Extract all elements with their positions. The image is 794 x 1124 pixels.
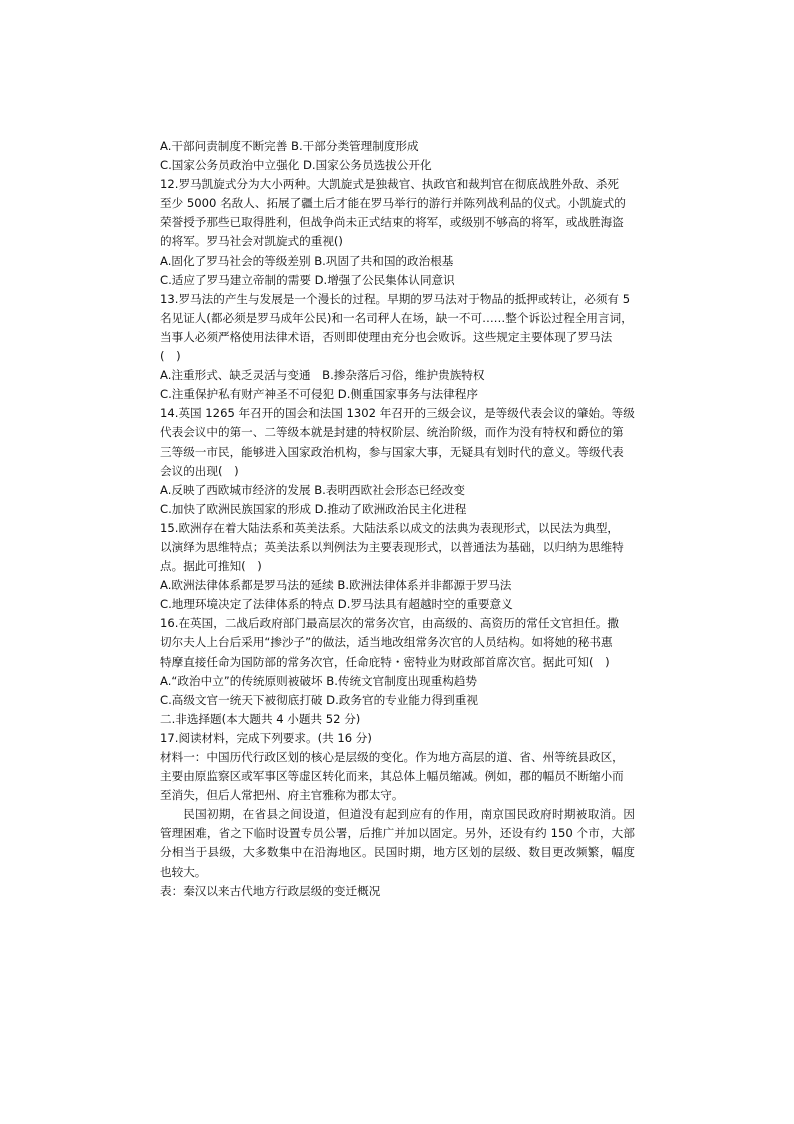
answer-option: A.反映了西欧城市经济的发展 B.表明西欧社会形态已经改变 [160,482,465,497]
material-one-line: 材料一：中国历代行政区划的核心是层级的变化。作为地方高层的道、省、州等统县政区， [160,750,624,764]
text-line: 名见证人(都必须是罗马成年公民)和一名司秤人在场，缺一不可……整个诉讼过程全用言词， [160,310,633,325]
answer-option: A.注重形式、缺乏灵活与变通 B.掺杂落后习俗，维护贵族特权 [160,368,485,383]
text-line: 会议的出现( ) [160,463,239,478]
text-line: 代表会议中的第一、二等级本就是封建的特权阶层、统治阶级，而作为没有特权和爵位的第 [160,425,624,440]
text-line: C.国家公务员政治中立强化 D.国家公务员选拔公开化 [160,158,432,173]
text-line: 以演绎为思维特点；英美法系以判例法为主要表现形式，以普通法为基础，以归纳为思维特 [160,539,624,554]
text-line: 的将军。罗马社会对凯旋式的重视() [160,234,343,249]
question-13-stem: 13.罗马法的产生与发展是一个漫长的过程。早期的罗马法对于物品的抵押或转让，必须有 5 [160,291,631,306]
question-17-stem: 17.阅读材料，完成下列要求。(共 16 分) [160,730,372,745]
text-line: 切尔夫人上台后采用“掺沙子”的做法，适当地改组常务次官的人员结构。如将她的秘书惠 [160,635,613,650]
question-16-stem: 16.在英国，二战后政府部门最高层次的常务次官，由高级的、高资历的常任文官担任。撒 [160,616,620,631]
text-line: ( ) [160,349,181,364]
document-page [160,137,635,901]
question-12-stem: 12.罗马凯旋式分为大小两种。大凯旋式是独裁官、执政官和裁判官在彻底战胜外敌、杀死 [160,177,620,192]
text-line: 主要由原监察区或军事区等虚区转化而来，其总体上幅员缩减。例如，郡的幅员不断缩小而 [160,769,624,784]
text-line: 点。据此可推知( ) [160,559,262,574]
answer-option: A.固化了罗马社会的等级差别 B.巩固了共和国的政治根基 [160,253,454,268]
answer-option: C.适应了罗马建立帝制的需要 D.增强了公民集体认同意识 [160,272,455,287]
text-line: 至消失，但后人常把州、府主官雅称为郡太守。 [160,788,404,803]
answer-option: A.欧洲法律体系都是罗马法的延续 B.欧洲法律体系并非都源于罗马法 [160,578,512,593]
question-15-stem: 15.欧洲存在着大陆法系和英美法系。大陆法系以成文的法典为表现形式，以民法为典型， [160,520,620,535]
answer-option: C.高级文官一统天下被彻底打破 D.政务官的专业能力得到重视 [160,692,478,707]
text-line: 三等级一市民，能够进入国家政治机构，参与国家大事，无疑具有划时代的意义。等级代表 [160,444,624,459]
question-14-stem: 14.英国 1265 年召开的国会和法国 1302 年召开的三级会议，是等级代表会议的肇始。等级 [160,406,635,421]
section-heading: 二.非选择题(本大题共 4 小题共 52 分) [160,711,361,726]
text-line: 至少 5000 名敌人、拓展了疆土后才能在罗马举行的游行并陈列战利品的仪式。小凯旋式的 [160,196,626,211]
text-line: 荣誉授予那些已取得胜利，但战争尚未正式结束的将军，或级别不够高的将军，或战胜海盗 [160,215,624,230]
answer-option: C.加快了欧洲民族国家的形成 D.推动了欧洲政治民主化进程 [160,501,467,516]
material-paragraph: 民国初期，在省县之间设道，但道没有起到应有的作用，南京国民政府时期被取消。因管理困难，省之下临时设置专员公署，后推广并加以固定。另外，还设有约 150 个市，大部分相当于县级，大多数集中在沿海地区。民国时期，地方区划的层级、数目更改频繁，幅度也较大。 [160,807,635,879]
answer-option: C.地理环境决定了法律体系的特点 D.罗马法具有超越时空的重要意义 [160,597,513,612]
table-caption: 表：秦汉以来古代地方行政层级的变迁概况 [160,883,381,898]
text-line: 特摩直接任命为国防部的常务次官，任命庇特・密特业为财政部首席次官。据此可知( ) [160,654,610,669]
answer-option: A.“政治中立”的传统原则被破坏 B.传统文官制度出现重构趋势 [160,673,478,688]
text-line: 当事人必须严格使用法律术语，否则即使理由充分也会败诉。这些规定主要体现了罗马法 [160,329,613,344]
answer-option: C.注重保护私有财产神圣不可侵犯 D.侧重国家事务与法律程序 [160,387,478,402]
text-line: A.干部问责制度不断完善 B.干部分类管理制度形成 [160,139,419,153]
